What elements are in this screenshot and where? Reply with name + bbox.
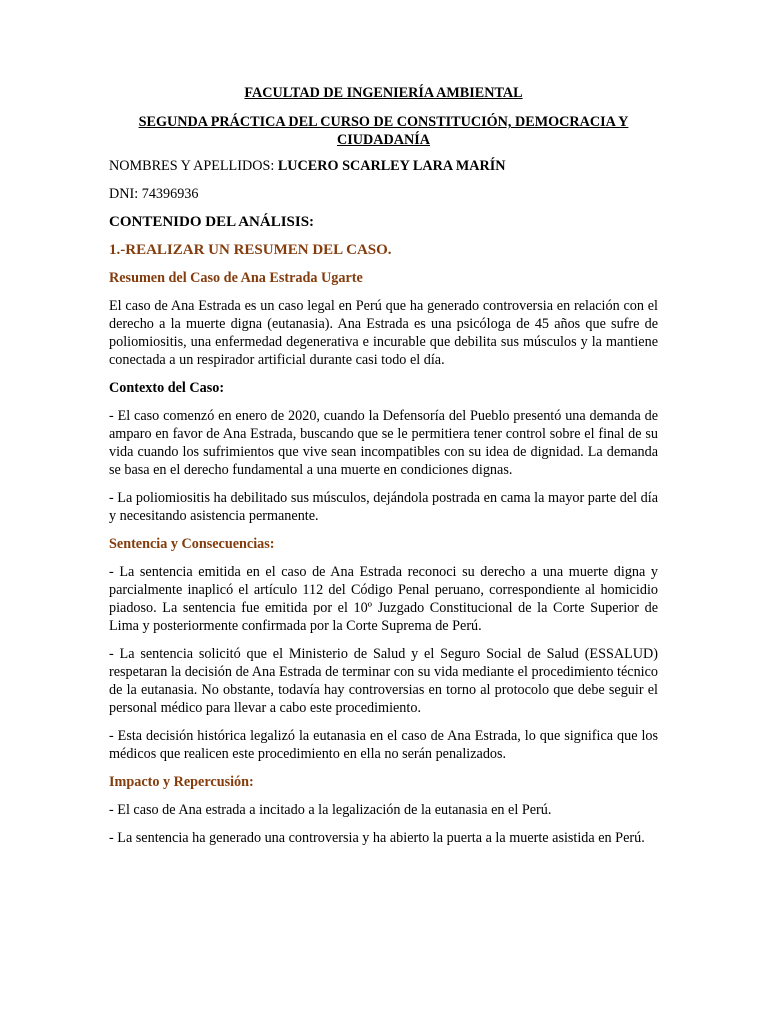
sentence-paragraph: - La sentencia emitida en el caso de Ana Estrada reconoci su derecho a una muerte digna y parcialmente inaplicó el artículo 112 del Código Penal peruano, correspondiente al homicidio piadoso. La sentencia fue emitida por el 10º Juzgado Constitucional de la Corte Superior de Lima y posteriormente confirmada por la Corte Suprema de Perú.	[109, 564, 658, 634]
student-dni-value: 74396936	[141, 186, 199, 202]
summary-paragraph: El caso de Ana Estrada es un caso legal en Perú que ha generado controversia en relación con el derecho a la muerte digna (eutanasia). Ana Estrada es una psicóloga de 45 años que sufre de poliomiositis, una enfermedad degenerativa e incurable que debilita sus músculos y la mantiene conectada a un respirador artificial durante casi todo el día.	[109, 298, 658, 368]
impact-title: Impacto y Repercusión:	[109, 774, 254, 790]
content-heading: CONTENIDO DEL ANÁLISIS:	[109, 214, 315, 230]
student-name-label: NOMBRES Y APELLIDOS:	[109, 158, 278, 174]
student-dni-line	[109, 185, 658, 203]
summary-title: Resumen del Caso de Ana Estrada Ugarte	[109, 270, 363, 286]
student-name-line	[109, 157, 658, 175]
student-name-value: LUCERO SCARLEY LARA MARÍN	[277, 158, 506, 174]
sentence-paragraph: - La sentencia solicitó que el Ministerio de Salud y el Seguro Social de Salud (ESSALUD) respetaran la decisión de Ana Estrada de terminar con su vida mediante el procedimiento técnico de la eutanasia. No obstante, todavía hay controversias en torno al protocolo que debe seguir el personal médico para llevar a cabo este procedimiento.	[109, 646, 658, 716]
section-1-heading: 1.-REALIZAR UN RESUMEN DEL CASO.	[109, 242, 392, 258]
impact-paragraph: - El caso de Ana estrada a incitado a la legalización de la eutanasia en el Perú.	[109, 802, 552, 818]
sentence-title: Sentencia y Consecuencias:	[109, 536, 275, 552]
practice-title: SEGUNDA PRÁCTICA DEL CURSO DE CONSTITUCIÓN, DEMOCRACIA Y CIUDADANÍA	[138, 114, 629, 148]
context-paragraph: - La poliomiositis ha debilitado sus músculos, dejándola postrada en cama la mayor parte del día y necesitando asistencia permanente.	[109, 490, 658, 524]
faculty-title: FACULTAD DE INGENIERÍA AMBIENTAL	[244, 85, 523, 101]
sentence-paragraph: - Esta decisión histórica legalizó la eutanasia en el caso de Ana Estrada, lo que significa que los médicos que realicen este procedimiento en ella no serán penalizados.	[109, 728, 658, 762]
context-paragraph: - El caso comenzó en enero de 2020, cuando la Defensoría del Pueblo presentó una demanda de amparo en favor de Ana Estrada, buscando que se le permitiera tener control sobre el final de su vida cuando los sufrimientos que vive sean incompatibles con su idea de dignidad. La demanda se basa en el derecho fundamental a una muerte en condiciones dignas.	[109, 408, 658, 478]
context-title: Contexto del Caso:	[109, 380, 225, 396]
student-dni-label: DNI:	[109, 186, 142, 202]
impact-paragraph: - La sentencia ha generado una controversia y ha abierto la puerta a la muerte asistida en Perú.	[109, 830, 645, 846]
